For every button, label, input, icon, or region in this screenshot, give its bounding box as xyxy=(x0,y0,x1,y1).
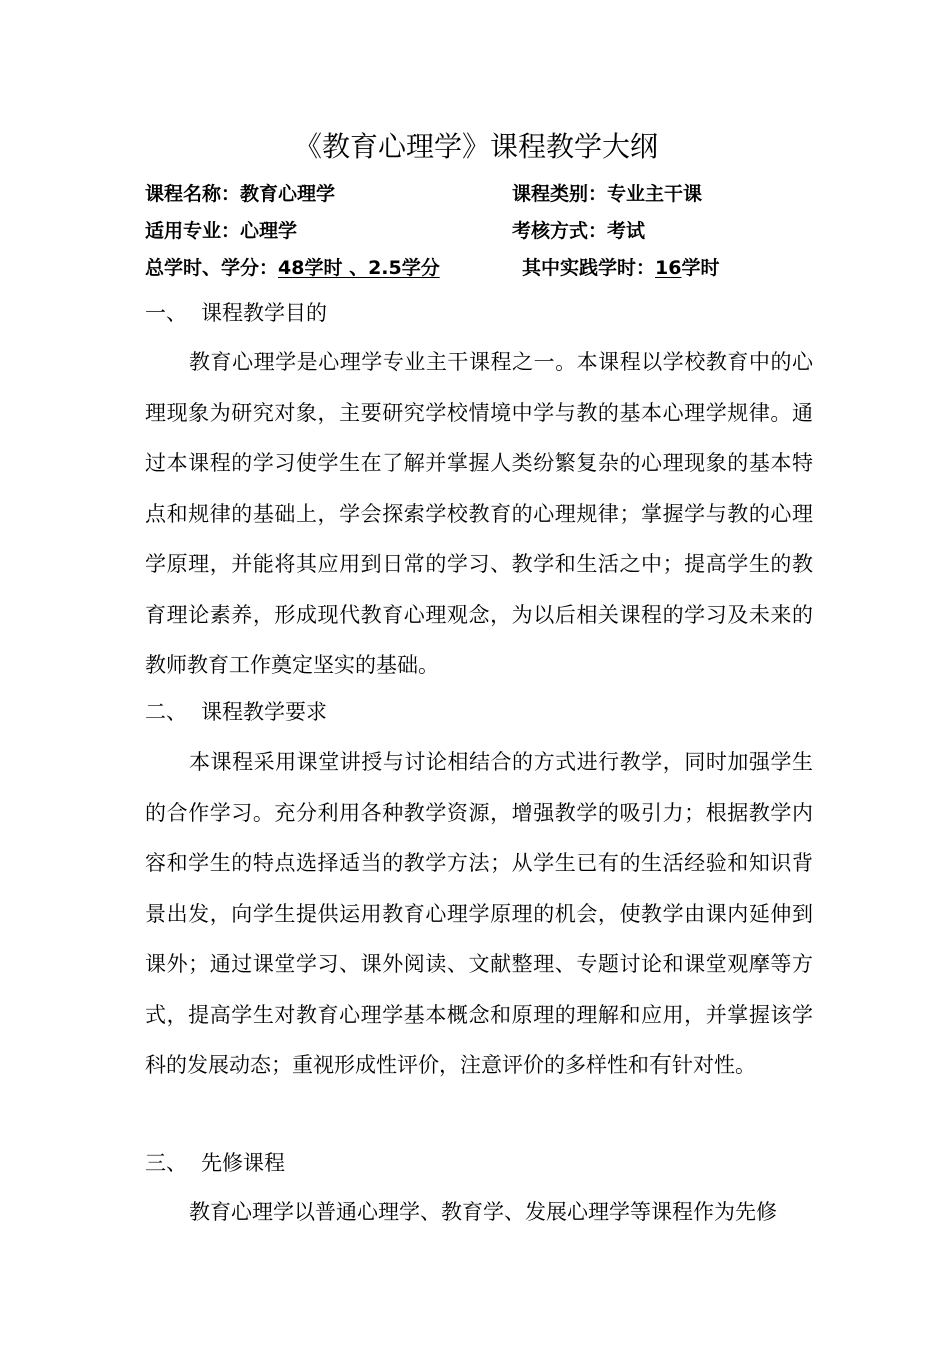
section-title: 先修课程 xyxy=(201,1151,285,1175)
section-number: 二、 xyxy=(145,700,187,724)
course-name: 课程名称：教育心理学 xyxy=(145,183,336,205)
section-heading xyxy=(145,697,327,727)
section-paragraph: 教育心理学以普通心理学、教育学、发展心理学等课程作为先修 xyxy=(189,1200,777,1224)
section-heading xyxy=(145,1148,285,1178)
section-number: 一、 xyxy=(145,301,187,325)
section-paragraph-text: 本课程采用课堂讲授与讨论相结合的方式进行教学，同时加强学生的合作学习。充分利用各种教学资源，增强教学的吸引力；根据教学内容和学生的特点选择适当的教学方法；从学生已有的生活经验和知识背景出发，向学生提供运用教育心理学原理的机会，使教学由课内延伸到课外；通过课堂学习、课外阅读、文献整理、专题讨论和课堂观摩等方式，提高学生对教育心理学基本概念和原理的理解和应用，并掌握该学科的发展动态；重视形成性评价，注意评价的多样性和 xyxy=(145,750,813,1077)
practice-hours-value: 16 xyxy=(655,257,682,279)
section-paragraph xyxy=(145,737,813,1091)
section-number: 三、 xyxy=(145,1151,187,1175)
applicable-major: 适用专业：心理学 xyxy=(145,220,298,242)
section-title: 课程教学目的 xyxy=(201,301,327,325)
section-heading xyxy=(145,298,327,328)
total-hours-value: 48学时 、2.5学分 xyxy=(278,257,440,279)
section-title: 课程教学要求 xyxy=(201,700,327,724)
section-paragraph-tail: 有 xyxy=(649,1052,672,1078)
total-hours-credits xyxy=(145,255,440,281)
practice-hours-label: 其中实践学时： xyxy=(522,257,656,279)
total-hours-label: 总学时、学分： xyxy=(145,257,279,279)
course-type: 课程类别：专业主干课 xyxy=(512,183,703,205)
section-paragraph-end: 针对性。 xyxy=(672,1053,756,1077)
practice-hours-unit: 学时 xyxy=(681,257,720,279)
assessment-method: 考核方式：考试 xyxy=(512,220,646,242)
document-title: 《教育心理学》课程教学大纲 xyxy=(293,130,658,163)
practice-hours xyxy=(522,255,719,281)
section-paragraph: 教育心理学是心理学专业主干课程之一。本课程以学校教育中的心理现象为研究对象，主要研究学校情境中学与教的基本心理学规律。通过本课程的学习使学生在了解并掌握人类纷繁复杂的心理现象的基本特点和规律的基础上，学会探索学校教育的心理规律；掌握学与教的心理学原理，并能将其应用到日常的学习、教学和生活之中；提高学生的教育理论素养，形成现代教育心理观念，为以后相关课程的学习及未来的教师教育工作奠定坚实的基础。 xyxy=(145,350,813,677)
